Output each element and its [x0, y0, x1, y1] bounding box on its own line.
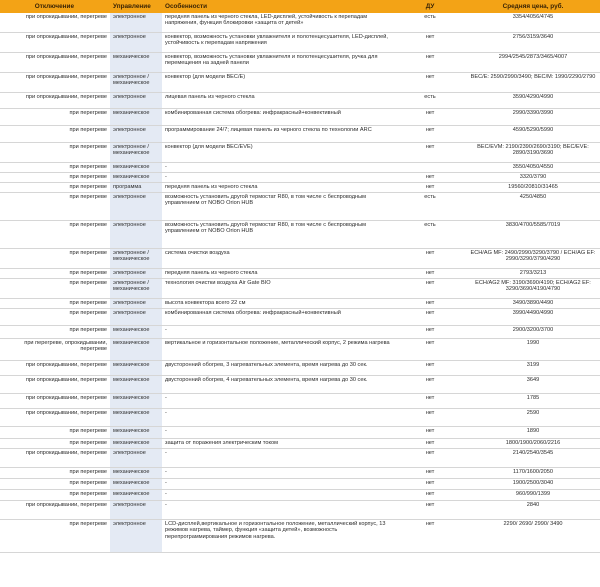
cell-remote: нет [425, 502, 435, 508]
cell-shutoff: при перегреве [69, 480, 107, 486]
cell-remote: нет [425, 184, 435, 190]
table-row [0, 468, 600, 479]
cell-remote: нет [425, 469, 435, 475]
cell-price: 3199 [526, 362, 540, 368]
table-row [0, 183, 600, 193]
table-row [0, 299, 600, 309]
cell-price: 1785 [526, 395, 540, 401]
cell-shutoff: при перегреве [69, 491, 107, 497]
cell-features: вертикальное и горизонтальное положение, металлический корпус, 2 режима нагрева [165, 340, 390, 346]
table-row [0, 439, 600, 449]
cell-price: 4250/4850 [519, 194, 547, 200]
cell-control: механическое [110, 468, 162, 478]
cell-control: электронное [110, 13, 162, 32]
cell-features: - [165, 410, 167, 416]
cell-control: электронное / механическое [110, 279, 162, 298]
table-row [0, 326, 600, 339]
cell-remote: нет [425, 34, 435, 40]
cell-remote: нет [425, 428, 435, 434]
cell-features: - [165, 395, 167, 401]
cell-remote: нет [425, 340, 435, 346]
cell-features: - [165, 450, 167, 456]
cell-remote: нет [425, 127, 435, 133]
cell-features: защита от поражения электрическим током [165, 440, 278, 446]
cell-features: - [165, 469, 167, 475]
cell-price: 3490/3890/4490 [512, 300, 554, 306]
cell-features: конвектор, возможность установки увлажнителя и полотенцесушителя, ручка для перемещения на задней панели [165, 54, 378, 67]
table-row [0, 143, 600, 163]
cell-remote: нет [425, 144, 435, 150]
cell-remote: есть [424, 94, 436, 100]
table-row [0, 221, 600, 249]
cell-features: - [165, 480, 167, 486]
table-row [0, 93, 600, 109]
table-body [0, 13, 600, 587]
cell-control: механическое [110, 409, 162, 426]
cell-price: 2900/3200/3700 [512, 327, 554, 333]
cell-price: 2840 [526, 502, 540, 508]
cell-features: комбинированная система обогрева: инфракрасный+конвективный [165, 110, 341, 116]
cell-control: механическое [110, 163, 162, 172]
table-row [0, 173, 600, 183]
cell-shutoff: при перегреве [69, 194, 107, 200]
cell-control: механическое [110, 439, 162, 448]
cell-remote: нет [425, 270, 435, 276]
cell-price: 2990/3390/3990 [512, 110, 554, 116]
cell-features: передняя панель из черного стекла, LED-дисплей, устойчивость к перепадам напряжения, функция блокировки «защита от детей» [165, 14, 368, 27]
cell-control: механическое [110, 53, 162, 72]
cell-price: 1890 [526, 428, 540, 434]
cell-shutoff: при перегреве [69, 428, 107, 434]
cell-control: механическое [110, 490, 162, 500]
cell-control: электронное / механическое [110, 73, 162, 92]
cell-price: 1170/1600/2050 [512, 469, 554, 475]
table-row [0, 163, 600, 173]
cell-features: - [165, 491, 167, 497]
cell-features: передняя панель из черного стекла [165, 184, 258, 190]
cell-shutoff: при перегреве [69, 280, 107, 286]
cell-control: механическое [110, 339, 162, 360]
cell-price: 3354/4056/4745 [512, 14, 554, 20]
cell-control: электронное [110, 193, 162, 220]
cell-remote: нет [425, 250, 435, 256]
cell-control: механическое [110, 326, 162, 338]
cell-price: 3649 [526, 377, 540, 383]
cell-shutoff: при перегреве [69, 521, 107, 527]
cell-features: - [165, 327, 167, 333]
cell-shutoff: при опрокидывании, перегреве [25, 34, 107, 40]
cell-shutoff: при опрокидывании, перегреве [25, 410, 107, 416]
cell-features: возможность установить другой термостат R80, в том числе с беспроводным управлением от NOBO Orion HUB [165, 194, 366, 207]
cell-remote: нет [425, 440, 435, 446]
table-row [0, 109, 600, 126]
cell-control: электронное [110, 299, 162, 308]
cell-shutoff: при опрокидывании, перегреве [25, 395, 107, 401]
cell-control: электронное / механическое [110, 143, 162, 162]
cell-control: программа [110, 183, 162, 192]
cell-remote: нет [425, 310, 435, 316]
cell-remote: есть [424, 194, 436, 200]
cell-shutoff: при перегреве [69, 327, 107, 333]
cell-price: 2994/2545/2873/3465/4007 [498, 54, 568, 60]
cell-control: механическое [110, 376, 162, 393]
cell-remote: нет [425, 327, 435, 333]
cell-price: 3590/4290/4990 [512, 94, 554, 100]
cell-price: 2793/3213 [519, 270, 547, 276]
cell-remote [394, 163, 466, 172]
cell-shutoff: при опрокидывании, перегреве [25, 502, 107, 508]
cell-price: BEC/EVM: 2190/2390/2690/3190; BEC/EVE: 2890/3190/3690 [477, 144, 589, 157]
cell-features: лицевая панель из черного стекла [165, 94, 255, 100]
table-row [0, 73, 600, 93]
table-row [0, 427, 600, 439]
table-row [0, 376, 600, 394]
cell-features: высота конвектора всего 22 см [165, 300, 246, 306]
table-row [0, 249, 600, 269]
header-control: Управление [113, 3, 151, 10]
cell-price: 2756/3159/3640 [512, 34, 554, 40]
cell-features: конвектор (для модели BEC/EVE) [165, 144, 253, 150]
header-shutoff: Отключение [34, 3, 74, 10]
cell-price: 1800/1900/2060/2216 [505, 440, 561, 446]
cell-shutoff: при перегреве [69, 222, 107, 228]
cell-shutoff: при перегреве [69, 469, 107, 475]
cell-price: 960/990/1399 [515, 491, 551, 497]
cell-remote: нет [425, 362, 435, 368]
cell-shutoff: при перегреве [69, 440, 107, 446]
cell-features: конвектор (для модели BEC/E) [165, 74, 246, 80]
cell-shutoff: при перегреве [69, 110, 107, 116]
cell-remote: нет [425, 480, 435, 486]
cell-control: электронное [110, 269, 162, 278]
cell-price: 4590/5290/5990 [512, 127, 554, 133]
cell-price: 3320/3790 [519, 174, 547, 180]
cell-remote: нет [425, 377, 435, 383]
cell-features: - [165, 164, 167, 170]
cell-shutoff: при перегреве [69, 174, 107, 180]
header-remote: ДУ [425, 3, 435, 10]
cell-remote: есть [424, 222, 436, 228]
cell-shutoff: при перегреве [69, 310, 107, 316]
table-row [0, 361, 600, 376]
cell-control: электронное [110, 309, 162, 325]
cell-shutoff: при перегреве [69, 250, 107, 256]
table-row [0, 490, 600, 501]
cell-control: электронное / механическое [110, 249, 162, 268]
table-row [0, 193, 600, 221]
cell-remote: нет [425, 450, 435, 456]
cell-control: механическое [110, 479, 162, 489]
cell-shutoff: при опрокидывании, перегреве [25, 450, 107, 456]
table-row [0, 13, 600, 33]
cell-remote: нет [425, 300, 435, 306]
table-row [0, 394, 600, 409]
cell-price: 19560/20810/31465 [508, 184, 558, 190]
cell-features: двусторонний обогрев, 3 нагревательных элемента, время нагрева до 30 сек. [165, 362, 368, 368]
table-row [0, 309, 600, 326]
table-row [0, 33, 600, 53]
cell-control: электронное [110, 126, 162, 142]
cell-features: конвектор, возможность установки увлажнителя и полотенцесушителя, LED-дисплей, устойчивость к перепадам напряжения [165, 34, 388, 47]
cell-price: 2590 [526, 410, 540, 416]
table-row [0, 339, 600, 361]
cell-remote: нет [425, 521, 435, 527]
cell-features: - [165, 174, 167, 180]
cell-features: технология очистки воздуха Air Gate BIO [165, 280, 271, 286]
cell-price: 1990 [526, 340, 540, 346]
cell-shutoff: при опрокидывании, перегреве [25, 94, 107, 100]
cell-remote: есть [424, 14, 436, 20]
cell-remote: нет [425, 491, 435, 497]
table-row [0, 126, 600, 143]
table-row [0, 479, 600, 490]
table-header [0, 0, 600, 13]
cell-features: программирование 24/7; лицевая панель из черного стекла по технологии ARC [165, 127, 372, 133]
table-row [0, 520, 600, 553]
cell-control: электронное [110, 501, 162, 519]
cell-shutoff: при опрокидывании, перегреве [25, 74, 107, 80]
cell-control: электронное [110, 93, 162, 108]
cell-shutoff: при опрокидывании, перегреве [25, 14, 107, 20]
header-price: Средняя цена, руб. [502, 3, 564, 10]
cell-control: механическое [110, 361, 162, 375]
cell-remote: нет [425, 54, 435, 60]
cell-features: двусторонний обогрев, 4 нагревательных элемента, время нагрева до 30 сек. [165, 377, 368, 383]
cell-features: комбинированная система обогрева: инфракрасный+конвективный [165, 310, 341, 316]
table-row [0, 269, 600, 279]
cell-remote: нет [425, 410, 435, 416]
cell-price: BEC/E: 2590/2990/3490; BEC/M: 1990/2290/2790 [470, 74, 596, 80]
table-row [0, 53, 600, 73]
cell-features: система очистки воздуха [165, 250, 230, 256]
cell-features: передняя панель из черного стекла [165, 270, 258, 276]
cell-price: 3830/4700/5585/7019 [505, 222, 561, 228]
cell-remote: нет [425, 174, 435, 180]
table-row [0, 409, 600, 427]
table-row [0, 501, 600, 520]
cell-shutoff: при перегреве [69, 184, 107, 190]
cell-features: LCD-дисплей,вертикальное и горизонтальное положение, металлический корпус, 13 режимов нагрева, таймер, функция «защита детей», возможность перепрограммирования режимов нагрева. [165, 521, 386, 540]
cell-control: механическое [110, 427, 162, 438]
header-features: Особенности [165, 3, 208, 10]
cell-control: механическое [110, 394, 162, 408]
cell-remote: нет [425, 74, 435, 80]
table-row [0, 279, 600, 299]
cell-price: 2290/ 2690/ 2990/ 3490 [503, 521, 563, 527]
cell-shutoff: при перегреве [69, 300, 107, 306]
cell-remote: нет [425, 280, 435, 286]
cell-price: ECH/AG MF: 2490/2990/3290/3790 / ECH/AG EF: 2990/3290/3790/4290 [470, 250, 596, 263]
cell-remote: нет [425, 110, 435, 116]
cell-shutoff: при перегреве [69, 270, 107, 276]
cell-shutoff: при перегреве, опрокидывании, перегреве [24, 340, 107, 353]
cell-remote: нет [425, 395, 435, 401]
cell-features: - [165, 428, 167, 434]
cell-price: 3990/4490/4990 [512, 310, 554, 316]
cell-control: электронное [110, 449, 162, 467]
cell-shutoff: при опрокидывании, перегреве [25, 362, 107, 368]
cell-shutoff: при опрокидывании, перегреве [25, 54, 107, 60]
cell-control: электронное [110, 221, 162, 248]
cell-shutoff: при перегреве [69, 127, 107, 133]
cell-shutoff: при перегреве [69, 144, 107, 150]
cell-control: электронное [110, 520, 162, 552]
cell-shutoff: при опрокидывании, перегреве [25, 377, 107, 383]
cell-control: механическое [110, 173, 162, 182]
cell-shutoff: при перегреве [69, 164, 107, 170]
cell-price: ECH/AG2 MF: 3190/3690/4190; ECH/AG2 EF: 3290/3690/4190/4790 [475, 280, 591, 293]
cell-features: - [165, 502, 167, 508]
cell-control: механическое [110, 109, 162, 125]
table-row [0, 449, 600, 468]
cell-control: электронное [110, 33, 162, 52]
cell-features: возможность установить другой термостат R80, в том числе с беспроводным управлением от NOBO Orion HUB [165, 222, 366, 235]
cell-price: 1900/2500/3040 [512, 480, 554, 486]
cell-price: 3550/4050/4550 [512, 164, 554, 170]
cell-price: 2140/2540/3545 [512, 450, 554, 456]
